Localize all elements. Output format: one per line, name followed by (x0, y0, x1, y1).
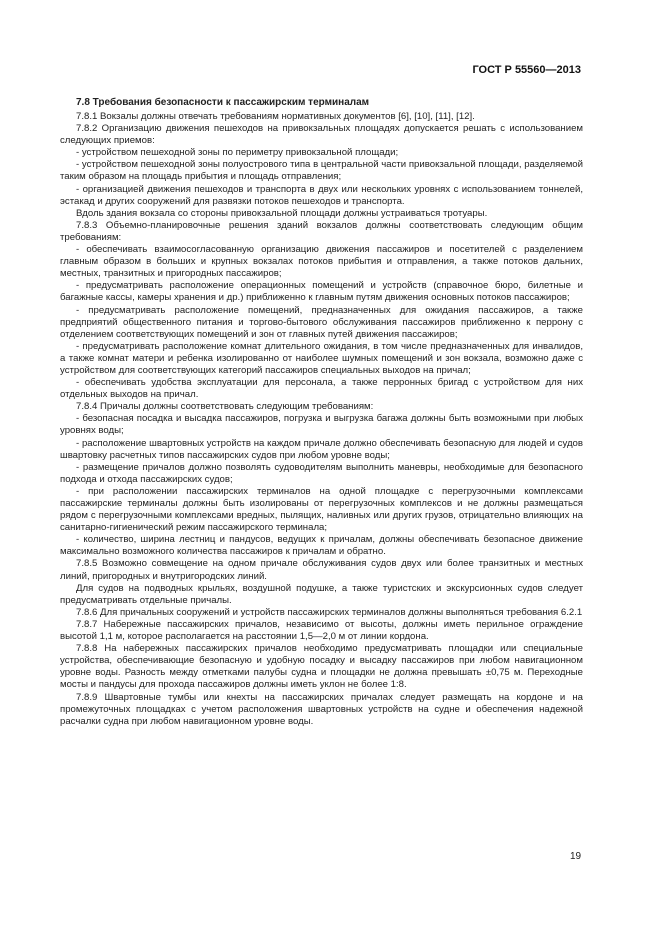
paragraph: Вдоль здания вокзала со стороны привокзальной площади должны устраиваться тротуары. (76, 207, 488, 219)
paragraph: - расположение швартовных устройств на каждом причале должно обеспечивать безопасную для людей и судов швартовку расчетных типов пассажирских судов при любом уровне воды; (60, 437, 583, 461)
section-title: 7.8 Требования безопасности к пассажирским терминалам (76, 97, 370, 108)
paragraph: - обеспечивать удобства эксплуатации для персонала, а также перронных бригад с устройством для них отдельных выходов на причал. (60, 377, 583, 401)
paragraph: 7.8.6 Для причальных сооружений и устройств пассажирских терминалов должны выполняться требования 6.2.1 (76, 606, 583, 618)
paragraph: 7.8.1 Вокзалы должны отвечать требованиям нормативных документов [6], [10], [11], [12]. (76, 111, 475, 122)
paragraph: - устройством пешеходной зоны полуострового типа в центральной части привокзальной площади, разделяемой таким образом на площадь прибытия и площадь отправления; (60, 159, 583, 183)
document-body (60, 97, 583, 728)
paragraph: - размещение причалов должно позволять судоводителям выполнить маневры, необходимые для безопасного подхода и отхода пассажирских судов; (60, 461, 583, 485)
paragraph: 7.8.3 Объемно-планировочные решения зданий вокзалов должны соответствовать следующим общим требованиям: (60, 219, 583, 243)
paragraph: 7.8.2 Организацию движения пешеходов на привокзальных площадях допускается решать с использованием следующих приемов: (60, 123, 583, 147)
paragraph: - организацией движения пешеходов и транспорта в двух или нескольких уровнях с использованием тоннелей, эстакад и других сооружений для развязки потоков пешеходов и транспорта. (60, 183, 583, 207)
paragraph: - количество, ширина лестниц и пандусов, ведущих к причалам, должны обеспечивать безопасное движение максимально возможного количества пассажиров к причалам и обратно. (60, 534, 583, 558)
paragraph: - при расположении пассажирских терминалов на одной площадке с перегрузочными комплексами пассажирские терминалы должны быть изолированы от перегрузочных комплексов и не должны размещаться рядом с перегрузочными комплексами вредных, пылящих, наливных или других грузов, отрицательно влияющих на санитарно-гигиенический режим пассажирского терминала; (60, 485, 583, 534)
paragraph: - предусматривать расположение комнат длительного ожидания, в том числе предназначенных для инвалидов, а также комнат матери и ребенка изолированно от наиболее шумных помещений и зон вокзала, возможно даже с устройством для соответствующих категорий пассажиров специальных выходов на причал; (60, 340, 583, 376)
paragraph: - предусматривать расположение операционных помещений и устройств (справочное бюро, билетные и багажные кассы, камеры хранения и др.) приближенно к главным путям движения основных потоков пассажиров; (60, 280, 583, 304)
paragraph: 7.8.7 Набережные пассажирских причалов, независимо от высоты, должны иметь перильное ограждение высотой 1,1 м, которое располагается на расстоянии 1,5—2,0 м от линии кордона. (60, 618, 583, 643)
paragraph: 7.8.8 На набережных пассажирских причалов необходимо предусматривать площадки или специальные устройства, обеспечивающие безопасную и удобную посадку и высадку пассажиров при любом навигационном уровне воды. Разность между отметками палубы судна и площадки не должна превышать ±0,75 м. Переходные мосты и пандусы для прохода пассажиров должны иметь уклон не более 1:8. (60, 643, 583, 691)
paragraph: - безопасная посадка и высадка пассажиров, погрузка и выгрузка багажа должны быть возможными при любых уровнях воды; (60, 413, 583, 437)
paragraph: 7.8.9 Швартовные тумбы или кнехты на пассажирских причалах следует размещать на кордоне и на промежуточных площадках с учетом расположения швартовных устройств на судне и обеспечения надежной расчалки судна при любом навигационном уровне воды. (60, 691, 583, 727)
document-header: ГОСТ Р 55560—2013 (472, 64, 581, 76)
paragraph: - обеспечивать взаимосогласованную организацию движения пассажиров и посетителей с разделением главным образом в больших и крупных вокзалах потоков прибытия и отправления, а также потоков дальних, местных, транзитных и пригородных пассажиров; (60, 244, 583, 280)
paragraph: - устройством пешеходной зоны по периметру привокзальной площади; (76, 147, 399, 159)
paragraph: 7.8.5 Возможно совмещение на одном причале обслуживания судов двух или более транзитных и местных линий, пригородных и внутригородских линий. (60, 558, 583, 582)
paragraph: - предусматривать расположение помещений, предназначенных для ожидания пассажиров, а также предприятий общественного питания и торгово-бытового обслуживания пассажиров приближенно к перрону с отделением соответствующих помещений и зон от главных путей движения пассажиров; (60, 304, 583, 340)
paragraph: 7.8.4 Причалы должны соответствовать следующим требованиям: (76, 401, 374, 413)
page-number: 19 (570, 851, 582, 862)
paragraph: Для судов на подводных крыльях, воздушной подушке, а также туристских и экскурсионных судов следует предусматривать отдельные причалы. (60, 582, 583, 606)
